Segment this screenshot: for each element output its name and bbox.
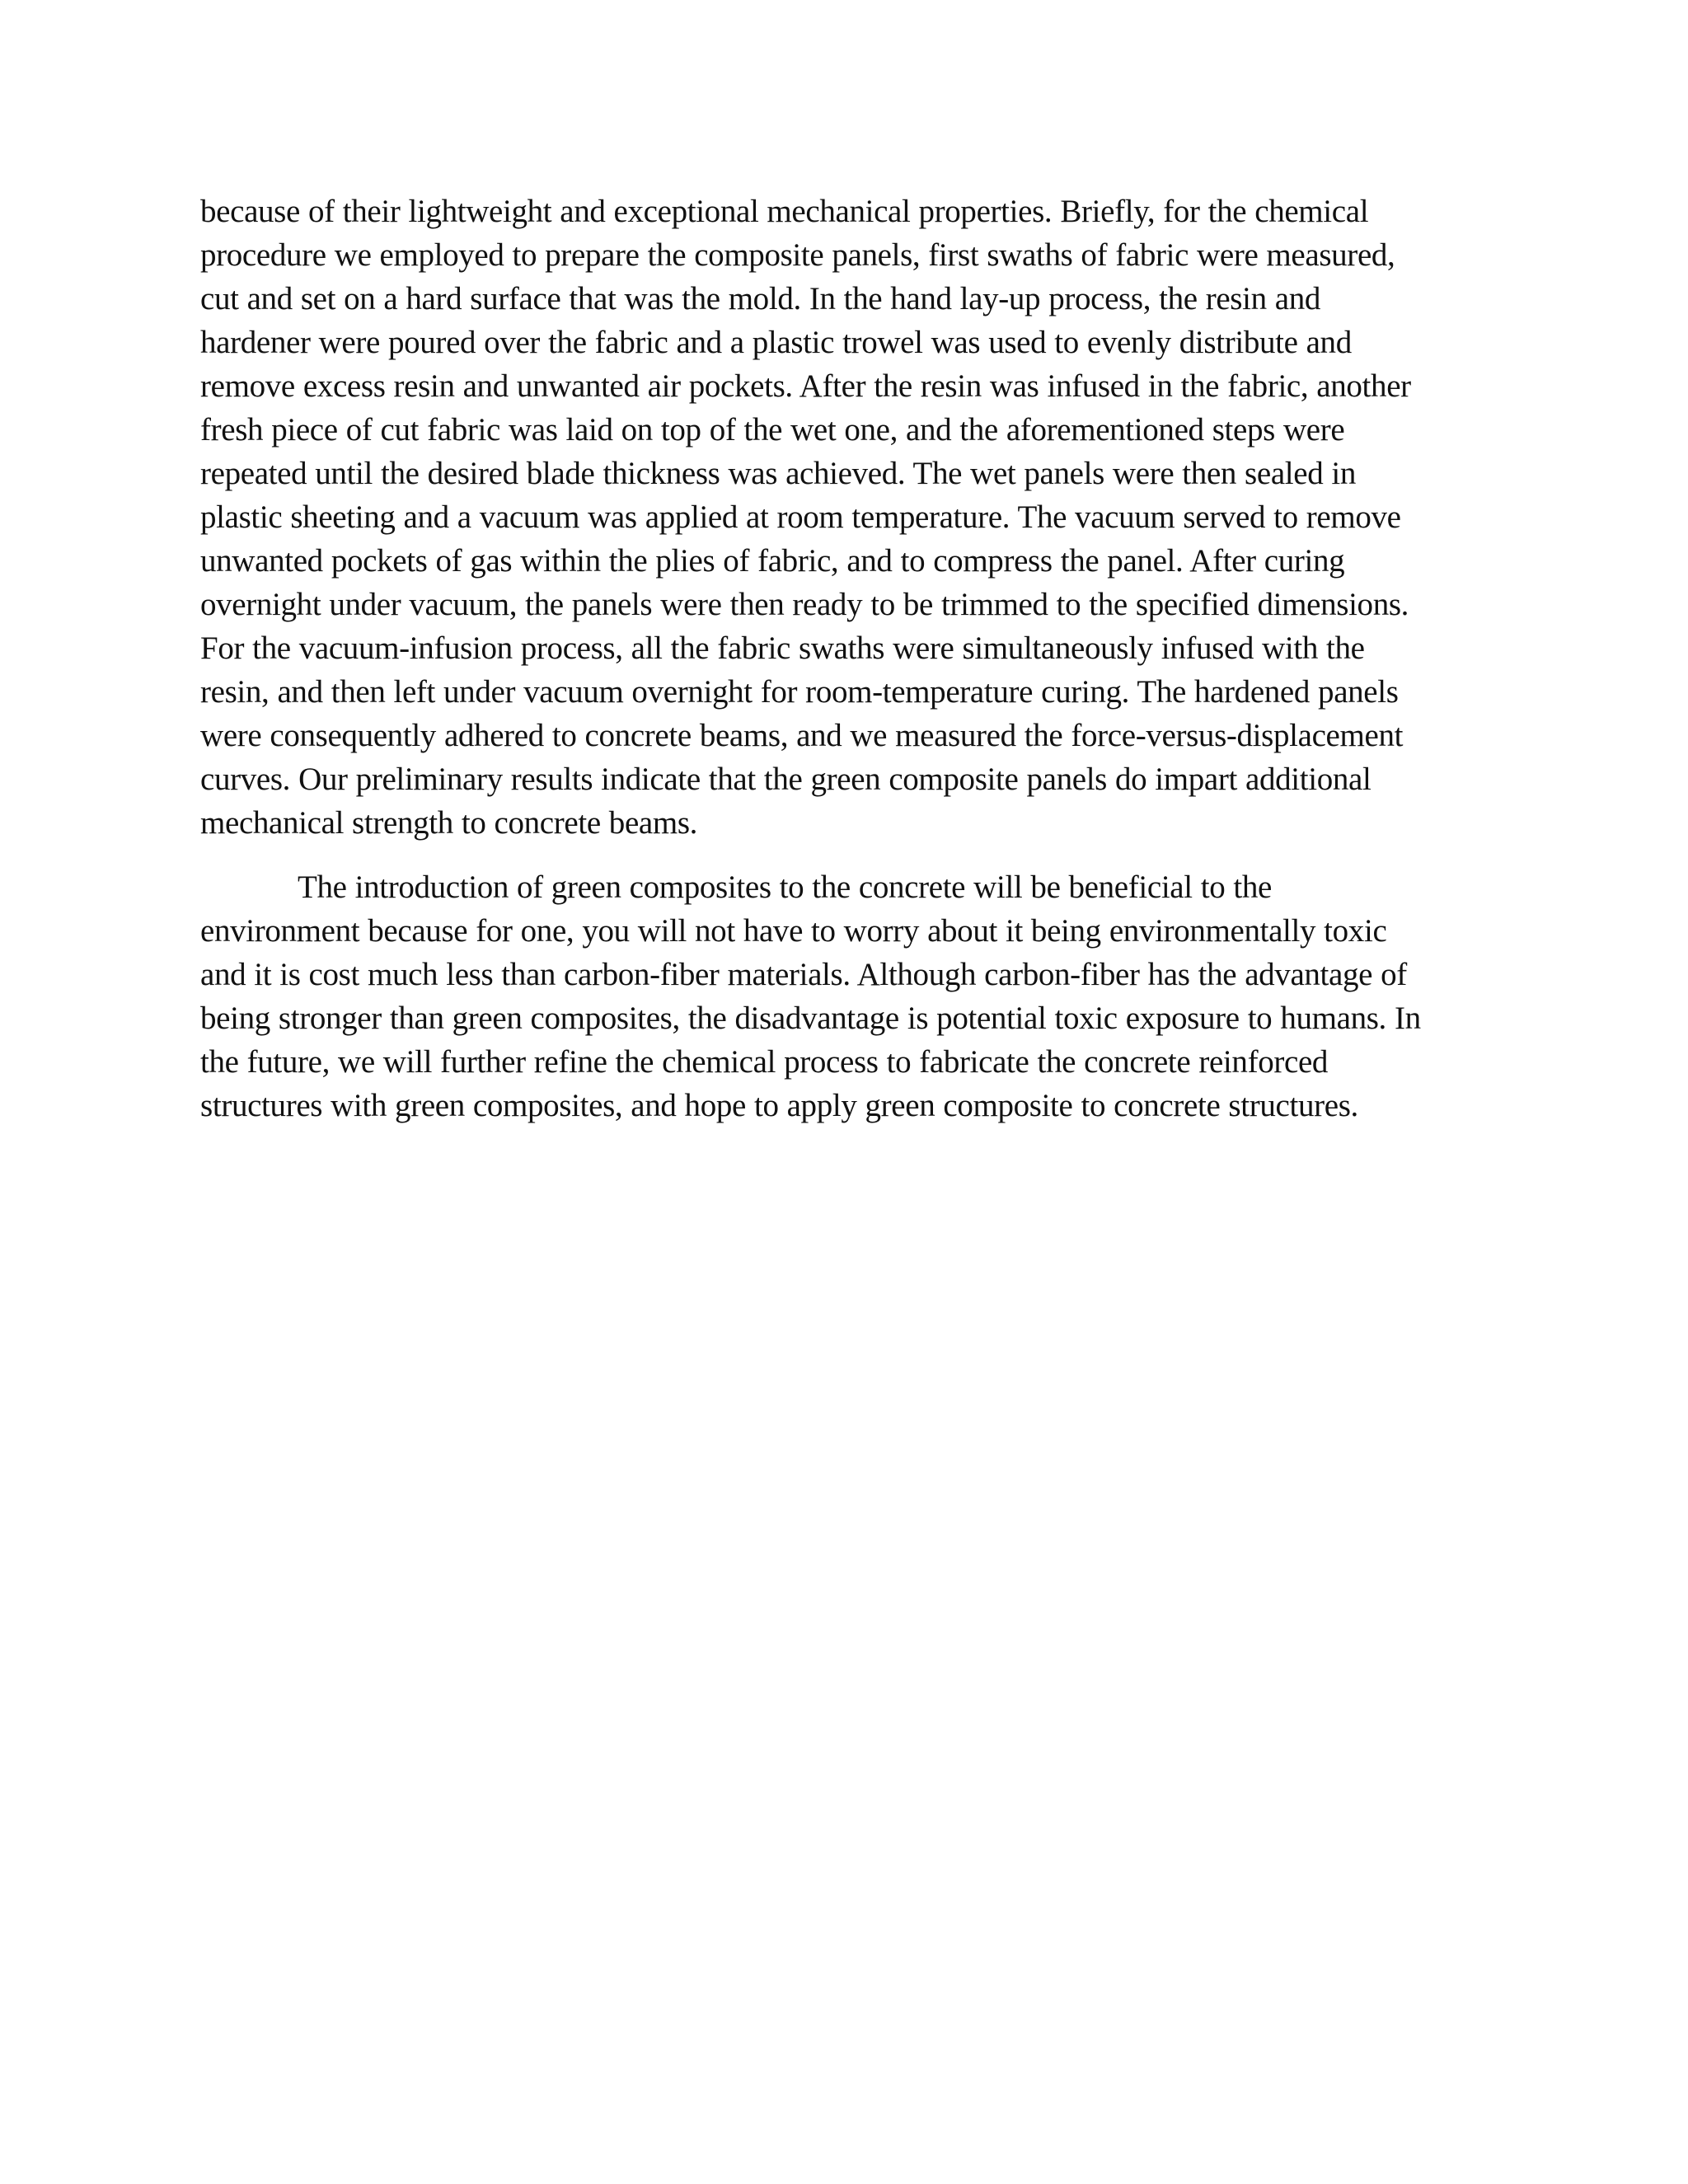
text-line: environment because for one, you will not have to worry about it being environmentally toxic [200, 913, 1387, 949]
text-line: procedure we employed to prepare the composite panels, first swaths of fabric were measured, [200, 237, 1395, 273]
text-line: overnight under vacuum, the panels were then ready to be trimmed to the specified dimensions. [200, 587, 1409, 622]
text-line: structures with green composites, and hope to apply green composite to concrete structures. [200, 1088, 1358, 1123]
text-line: cut and set on a hard surface that was the mold. In the hand lay-up process, the resin and [200, 281, 1321, 316]
text-line: hardener were poured over the fabric and a plastic trowel was used to evenly distribute and [200, 325, 1352, 360]
text-line: For the vacuum-infusion process, all the fabric swaths were simultaneously infused with the [200, 630, 1365, 666]
text-line: were consequently adhered to concrete beams, and we measured the force-versus-displacement [200, 718, 1404, 753]
paragraph-conclusion [200, 865, 1494, 1127]
text-line: fresh piece of cut fabric was laid on top of the wet one, and the aforementioned steps were [200, 412, 1345, 448]
text-line: being stronger than green composites, the disadvantage is potential toxic exposure to humans. In [200, 1001, 1421, 1036]
text-line: The introduction of green composites to the concrete will be beneficial to the [298, 869, 1272, 905]
text-line: plastic sheeting and a vacuum was applied at room temperature. The vacuum served to remove [200, 499, 1401, 535]
text-line: unwanted pockets of gas within the plies of fabric, and to compress the panel. After curing [200, 543, 1345, 579]
text-line: resin, and then left under vacuum overnight for room-temperature curing. The hardened panels [200, 674, 1399, 710]
text-line: because of their lightweight and exceptional mechanical properties. Briefly, for the chemical [200, 194, 1369, 229]
paragraph-methods [200, 190, 1494, 845]
text-line: the future, we will further refine the chemical process to fabricate the concrete reinforced [200, 1044, 1329, 1080]
text-line: remove excess resin and unwanted air pockets. After the resin was infused in the fabric, another [200, 368, 1411, 404]
document-body [200, 190, 1494, 1127]
text-line: and it is cost much less than carbon-fiber materials. Although carbon-fiber has the advantage of [200, 957, 1407, 992]
text-line: curves. Our preliminary results indicate that the green composite panels do impart additional [200, 762, 1372, 797]
text-line: repeated until the desired blade thickness was achieved. The wet panels were then sealed in [200, 456, 1357, 491]
text-line: mechanical strength to concrete beams. [200, 805, 698, 841]
